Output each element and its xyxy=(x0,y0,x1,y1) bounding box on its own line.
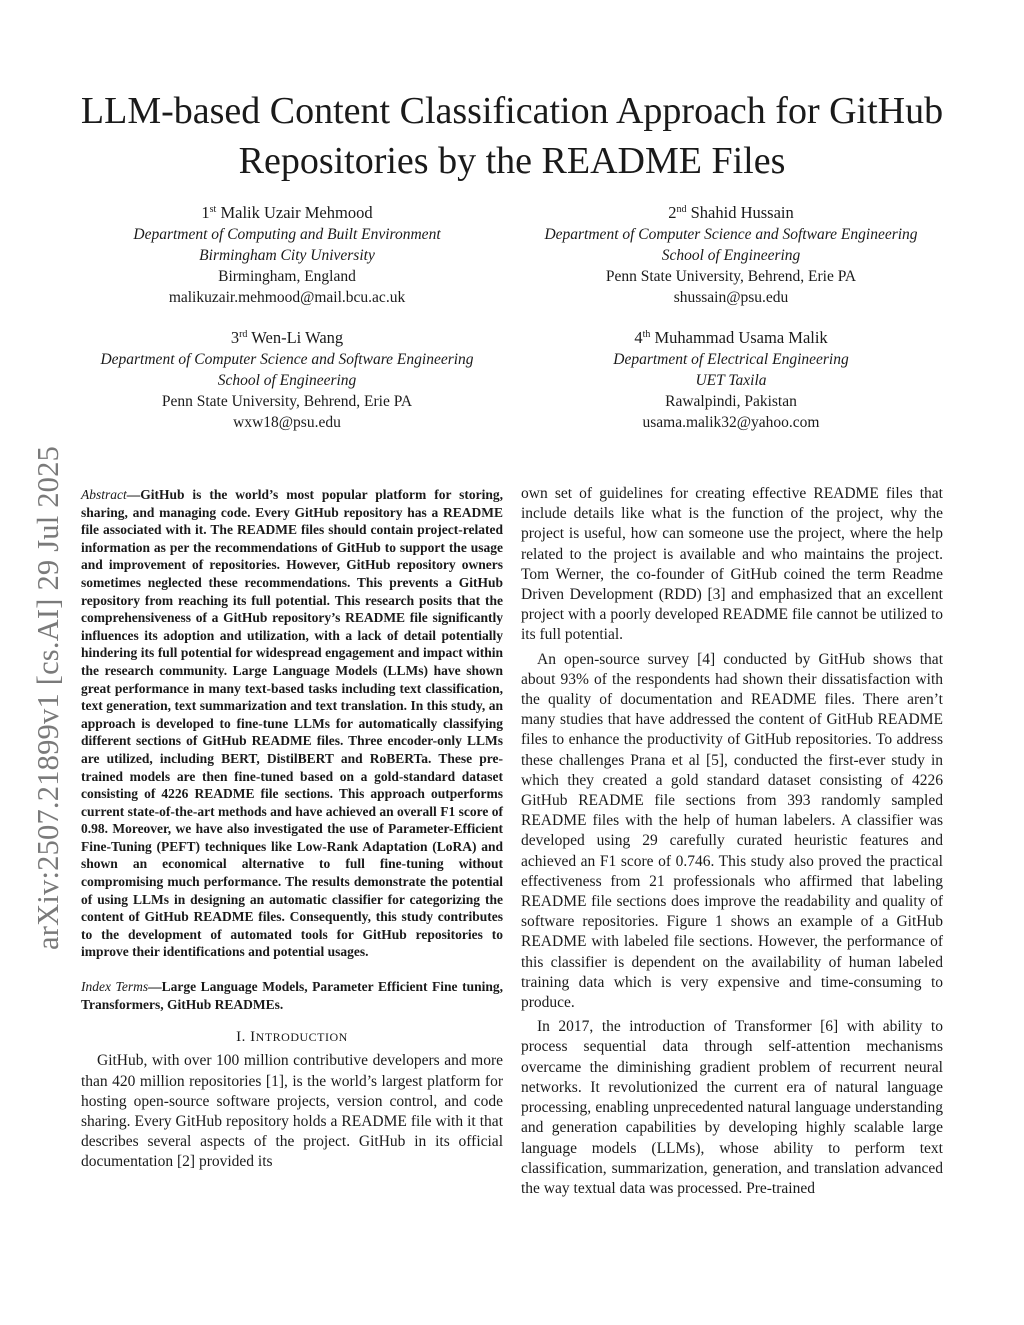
author-name: 3rd Wen-Li Wang xyxy=(230,328,344,347)
author-department: Department of Computer Science and Software Engineering xyxy=(100,351,474,368)
abstract-label: Abstract xyxy=(81,487,127,502)
author-department: Department of Computer Science and Software Engineering xyxy=(544,226,918,243)
abstract-text: GitHub is the world’s most popular platform for storing, sharing, and managing code. Every GitHub repository has a README file associated with it. The README files should contain project-related information as per the recommendations of GitHub to support the usage and improvement of repositories. However, GitHub repository owners sometimes neglected these recommendations. This prevents a GitHub repository from reaching its full potential. This research posits that the comprehensiveness of a GitHub repository’s README file significantly influences its adoption and utilization, with a lack of detail potentially hindering its full potential for widespread engagement and impact within the research community. Large Language Models (LLMs) have shown great performance in many text-based tasks including text classification, text generation, text summarization and text translation. In this study, an approach is developed to fine-tune LLMs for automatically classifying different sections of GitHub README files. Three encoder-only LLMs are utilized, including BERT, DistilBERT and RoBERTa. These pre-trained models are then fine-tuned based on a gold-standard dataset consisting of 4226 README file sections. This approach outperforms current state-of-the-art methods and have achieved an overall F1 score of 0.98. Moreover, we have also investigated the use of Parameter-Efficient Fine-Tuning (PEFT) techniques like Low-Rank Adaptation (LoRA) and shown an economical alternative to full fine-tuning without compromising much performance. The results demonstrate the potential of using LLMs in designing an automatic classifier for categorizing the content of GitHub README files. Consequently, this study contributes to the development of automated tools for GitHub repositories to improve their identifications and potential usages. xyxy=(81,487,503,960)
author-institution: School of Engineering xyxy=(217,372,357,389)
paragraph: GitHub, with over 100 million contributive developers and more than 420 million repositories [1], is the world’s largest platform for hosting open-source software projects, version control, and code sharing. Every GitHub repository holds a README file with it that describes several aspects of the project. GitHub in its official documentation [2] provided its xyxy=(81,1052,503,1171)
author-department: Department of Electrical Engineering xyxy=(613,351,849,368)
abstract: Abstract—GitHub is the world’s most popular platform for storing, sharing, and managing code. Every GitHub repository has a README file associated with it. The README files should contain project-related information as per the recommendations of GitHub to support the usage and improvement of repositories. However, GitHub repository owners sometimes neglected these recommendations. This prevents a GitHub repository from reaching its full potential. This research posits that the comprehensiveness of a GitHub repository’s README file significantly influences its adoption and utilization, with a lack of detail potentially hindering its full potential for widespread engagement and impact within the research community. Large Language Models (LLMs) have shown great performance in many text-based tasks including text classification, text generation, text summarization and text translation. In this study, an approach is developed to fine-tune LLMs for automatically classifying different sections of GitHub README files. Three encoder-only LLMs are utilized, including BERT, DistilBERT and RoBERTa. These pre-trained models are then fine-tuned based on a gold-standard dataset consisting of 4226 README file sections. This approach outperforms current state-of-the-art methods and have achieved an overall F1 score of 0.98. Moreover, we have also investigated the use of Parameter-Efficient Fine-Tuning (PEFT) techniques like Low-Rank Adaptation (LoRA) and shown an economical alternative to full fine-tuning without compromising much performance. The results demonstrate the potential of using LLMs in designing an automatic classifier for categorizing the content of GitHub README files. Consequently, this study contributes to the development of automated tools for GitHub repositories to improve their identifications and potential usages. xyxy=(81,487,503,960)
author-block-3 xyxy=(67,327,507,433)
paragraph: An open-source survey [4] conducted by GitHub shows that about 93% of the respondents had shown their dissatisfaction with the quality of documentation and README files. There aren’t many studies that have addressed the content of GitHub README files to enhance the productivity of GitHub repositories. To address these challenges Prana et al [5], conducted the first-ever study in which they created a gold standard dataset consisting of 4226 GitHub README file sections from 393 randomly sampled README files with the help of human labelers. A classifier was developed using 29 carefully curated heuristic features and achieved an F1 score of 0.746. This study also proved the practical effectiveness from 21 professionals who affirmed that labeling README file sections does improve the readability and quality of software repositories. Figure 1 shows an example of a GitHub README with labeled file sections. However, the performance of this classifier is dependent on the availability of human labeled training data which is very expensive and time-consuming to produce. xyxy=(521,650,943,1012)
author-email: wxw18@psu.edu xyxy=(233,414,341,431)
author-block-2 xyxy=(511,202,951,308)
index-terms-text: Large Language Models, Parameter Efficient Fine tuning, Transformers, GitHub READMEs. xyxy=(81,979,503,1012)
paper-title: LLM-based Content Classification Approach for GitHub Repositories by the README Files xyxy=(80,90,944,182)
arxiv-identifier: arXiv:2507.21899v1 [cs.AI] 29 Jul 2025 xyxy=(31,445,65,950)
author-location: Penn State University, Behrend, Erie PA xyxy=(605,268,857,285)
author-email: usama.malik32@yahoo.com xyxy=(642,414,820,431)
left-column xyxy=(81,486,503,1173)
author-name: 4th Muhammad Usama Malik xyxy=(634,328,828,347)
author-email: shussain@psu.edu xyxy=(673,289,789,306)
section-heading: I. INTRODUCTION xyxy=(236,1029,348,1046)
author-location: Rawalpindi, Pakistan xyxy=(665,393,797,410)
author-name: 2nd Shahid Hussain xyxy=(668,203,794,222)
author-name: 1st Malik Uzair Mehmood xyxy=(201,203,373,222)
author-block-4 xyxy=(511,327,951,433)
paragraph: own set of guidelines for creating effective README files that include details like what is the function of the project, why the project is useful, how can someone use the project, where the help related to the project is available and who maintains the project. Tom Werner, the co-founder of GitHub coined the term Readme Driven Development (RDD) [3] and emphasized that an excellent project with a poorly developed README file cannot be utilized to its full potential. xyxy=(521,485,943,644)
index-terms: Index Terms—Large Language Models, Parameter Efficient Fine tuning, Transformers, GitHub READMEs. xyxy=(81,979,503,1012)
author-institution: Birmingham City University xyxy=(199,247,375,264)
author-block-1 xyxy=(67,202,507,308)
paragraph: In 2017, the introduction of Transformer [6] with ability to process sequential data through self-attention mechanisms overcame the diminishing gradient problem of recurrent neural networks. It revolutionized the current era of natural language processing, enabling unprecedented natural language understanding and generation capabilities by developing highly scalable large language models (LLMs), whose ability to perform text classification, summarization, generation, and translation advanced the way textual data was processed. Pre-trained xyxy=(521,1018,943,1197)
author-location: Birmingham, England xyxy=(218,268,356,285)
author-institution: School of Engineering xyxy=(661,247,801,264)
author-institution: UET Taxila xyxy=(695,372,767,389)
author-email: malikuzair.mehmood@mail.bcu.ac.uk xyxy=(168,289,406,306)
right-column xyxy=(521,484,943,1199)
author-department: Department of Computing and Built Environment xyxy=(133,226,441,243)
arxiv-identifier-stamp xyxy=(28,380,68,950)
index-terms-label: Index Terms xyxy=(81,979,149,995)
author-location: Penn State University, Behrend, Erie PA xyxy=(161,393,413,410)
